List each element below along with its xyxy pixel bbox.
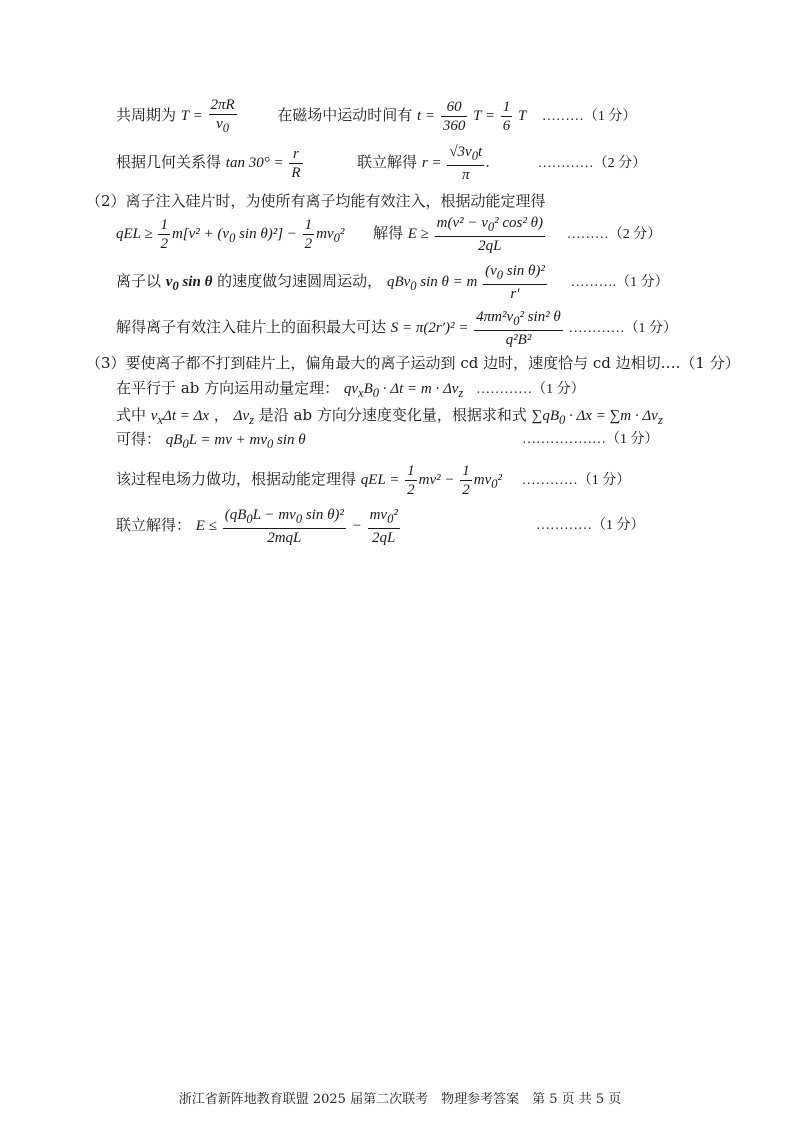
final-line	[116, 506, 645, 547]
line-text: 在磁场中运动时间有	[277, 105, 413, 124]
result-line	[116, 428, 659, 452]
final-formula: E ≤ $\frac{(qB_0L - mv_0 \sin \theta)^2}{\text{2mqL}}$ − $\frac{mv_0^2}{2qL}$	[195, 507, 398, 546]
result-formula: $qB_0L$ = mv + $mv_0$ sin θ	[165, 432, 306, 451]
score: …………（2 分）	[537, 155, 647, 171]
sum-formula: $\sum qB_0 \cdot \Delta x = \sum m \cdot \Delta v_z$	[531, 408, 663, 427]
momentum-formula: $qv_xB_0 \cdot \Delta t = m \cdot \Delta v_z$	[343, 381, 464, 400]
line-text: 解得离子有效注入硅片上的面积最大可达	[116, 317, 387, 336]
line-text: 解得	[372, 223, 403, 242]
line-text: 该过程电场力做功，根据动能定理得	[116, 469, 357, 488]
score: …………（1 分）	[521, 472, 631, 488]
e-inequality: E ≥ $\frac{m(v^2 - v_0^2 \cos^2 \theta)}{2qL}$	[407, 215, 544, 254]
line-text: 离子以	[116, 271, 162, 290]
line-text: 共周期为	[116, 105, 177, 124]
part3-heading	[86, 352, 740, 373]
period-line	[116, 96, 636, 137]
geometry-line	[116, 143, 646, 184]
energy-line	[116, 214, 661, 255]
score: ………………（1 分）	[522, 432, 659, 447]
score: …………（1 分）	[536, 518, 645, 533]
area-line	[116, 308, 677, 349]
momentum-line	[116, 377, 585, 401]
circular-motion-line	[116, 262, 669, 303]
part2-heading	[86, 190, 546, 211]
area-formula: S = π(2r′)² = $\frac{4\pi m^2v_0^2 \sin^2 \theta}{\text{q²B²}}$	[390, 309, 561, 348]
score: ………（1 分）	[541, 108, 637, 124]
period-formula: T = $\frac{2\pi R}{v_0}$	[180, 97, 235, 135]
force-formula: qBv$_0$ sin θ = m $\frac{(v_0 \sin \theta)^2}{r'}$	[386, 263, 545, 302]
line-text: 联立解得：	[116, 515, 192, 534]
line-text: 联立解得	[357, 152, 418, 171]
score: …………（1 分）	[476, 382, 585, 397]
work-line	[116, 462, 630, 499]
line-text: 式中	[116, 406, 147, 424]
score: …………（1 分）	[568, 320, 678, 336]
line-text: 在平行于 ab 方向运用动量定理：	[116, 379, 340, 397]
line-text: 可得：	[116, 430, 162, 448]
energy-inequality: qEL ≥ $\frac{1}{2}$ $m[v^2 + (v_0$ sin θ)²] − $\frac{1}{2}$ $mv_0^2$	[116, 217, 349, 252]
score: ………（2 分）	[566, 226, 662, 242]
summation-line: 式中 $v_x\Delta t = \Delta x$ ， $\Delta v_z$ 是沿 ab 方向分速度变化量，根据求和式 $\sum qB_0 \cdot \Delta x = \sum m \cdot \Delta v_z$	[116, 406, 663, 427]
dvz-expr: $\Delta v_z$	[233, 408, 254, 427]
tan-formula: tan 30° = $\frac{r}{R}$	[225, 146, 301, 181]
velocity-expr: $v_0$ sin θ	[165, 273, 213, 293]
line-text: （3）要使离子都不打到硅片上，偏角最大的离子运动到 cd 边时，速度恰与 cd 边相切….（1 分）	[86, 354, 740, 372]
page-footer: 浙江省新阵地教育联盟 2025 届第二次联考 物理参考答案 第 5 页 共 5 页	[178, 1092, 622, 1107]
r-formula: r = $\frac{√3v_0t}{\pi}$ .	[421, 144, 494, 183]
line-text: （2）离子注入硅片时，为使所有离子均能有效注入，根据动能定理得	[86, 192, 546, 210]
score: ……….（1 分）	[570, 274, 669, 290]
time-formula: t = $\frac{60}{360}$ T = $\frac{1}{6}$ T	[417, 99, 530, 134]
line-text: 的速度做匀速圆周运动，	[217, 271, 383, 290]
line-text: 是沿 ab 方向分速度变化量，根据求和式	[258, 406, 527, 424]
dx-formula: $v_x\Delta t = \Delta x$	[150, 408, 210, 427]
work-formula: qEL = $\frac{1}{2}$ mv² − $\frac{1}{2}$ $mv_0^2$	[360, 463, 506, 498]
line-text: 根据几何关系得	[116, 152, 222, 171]
